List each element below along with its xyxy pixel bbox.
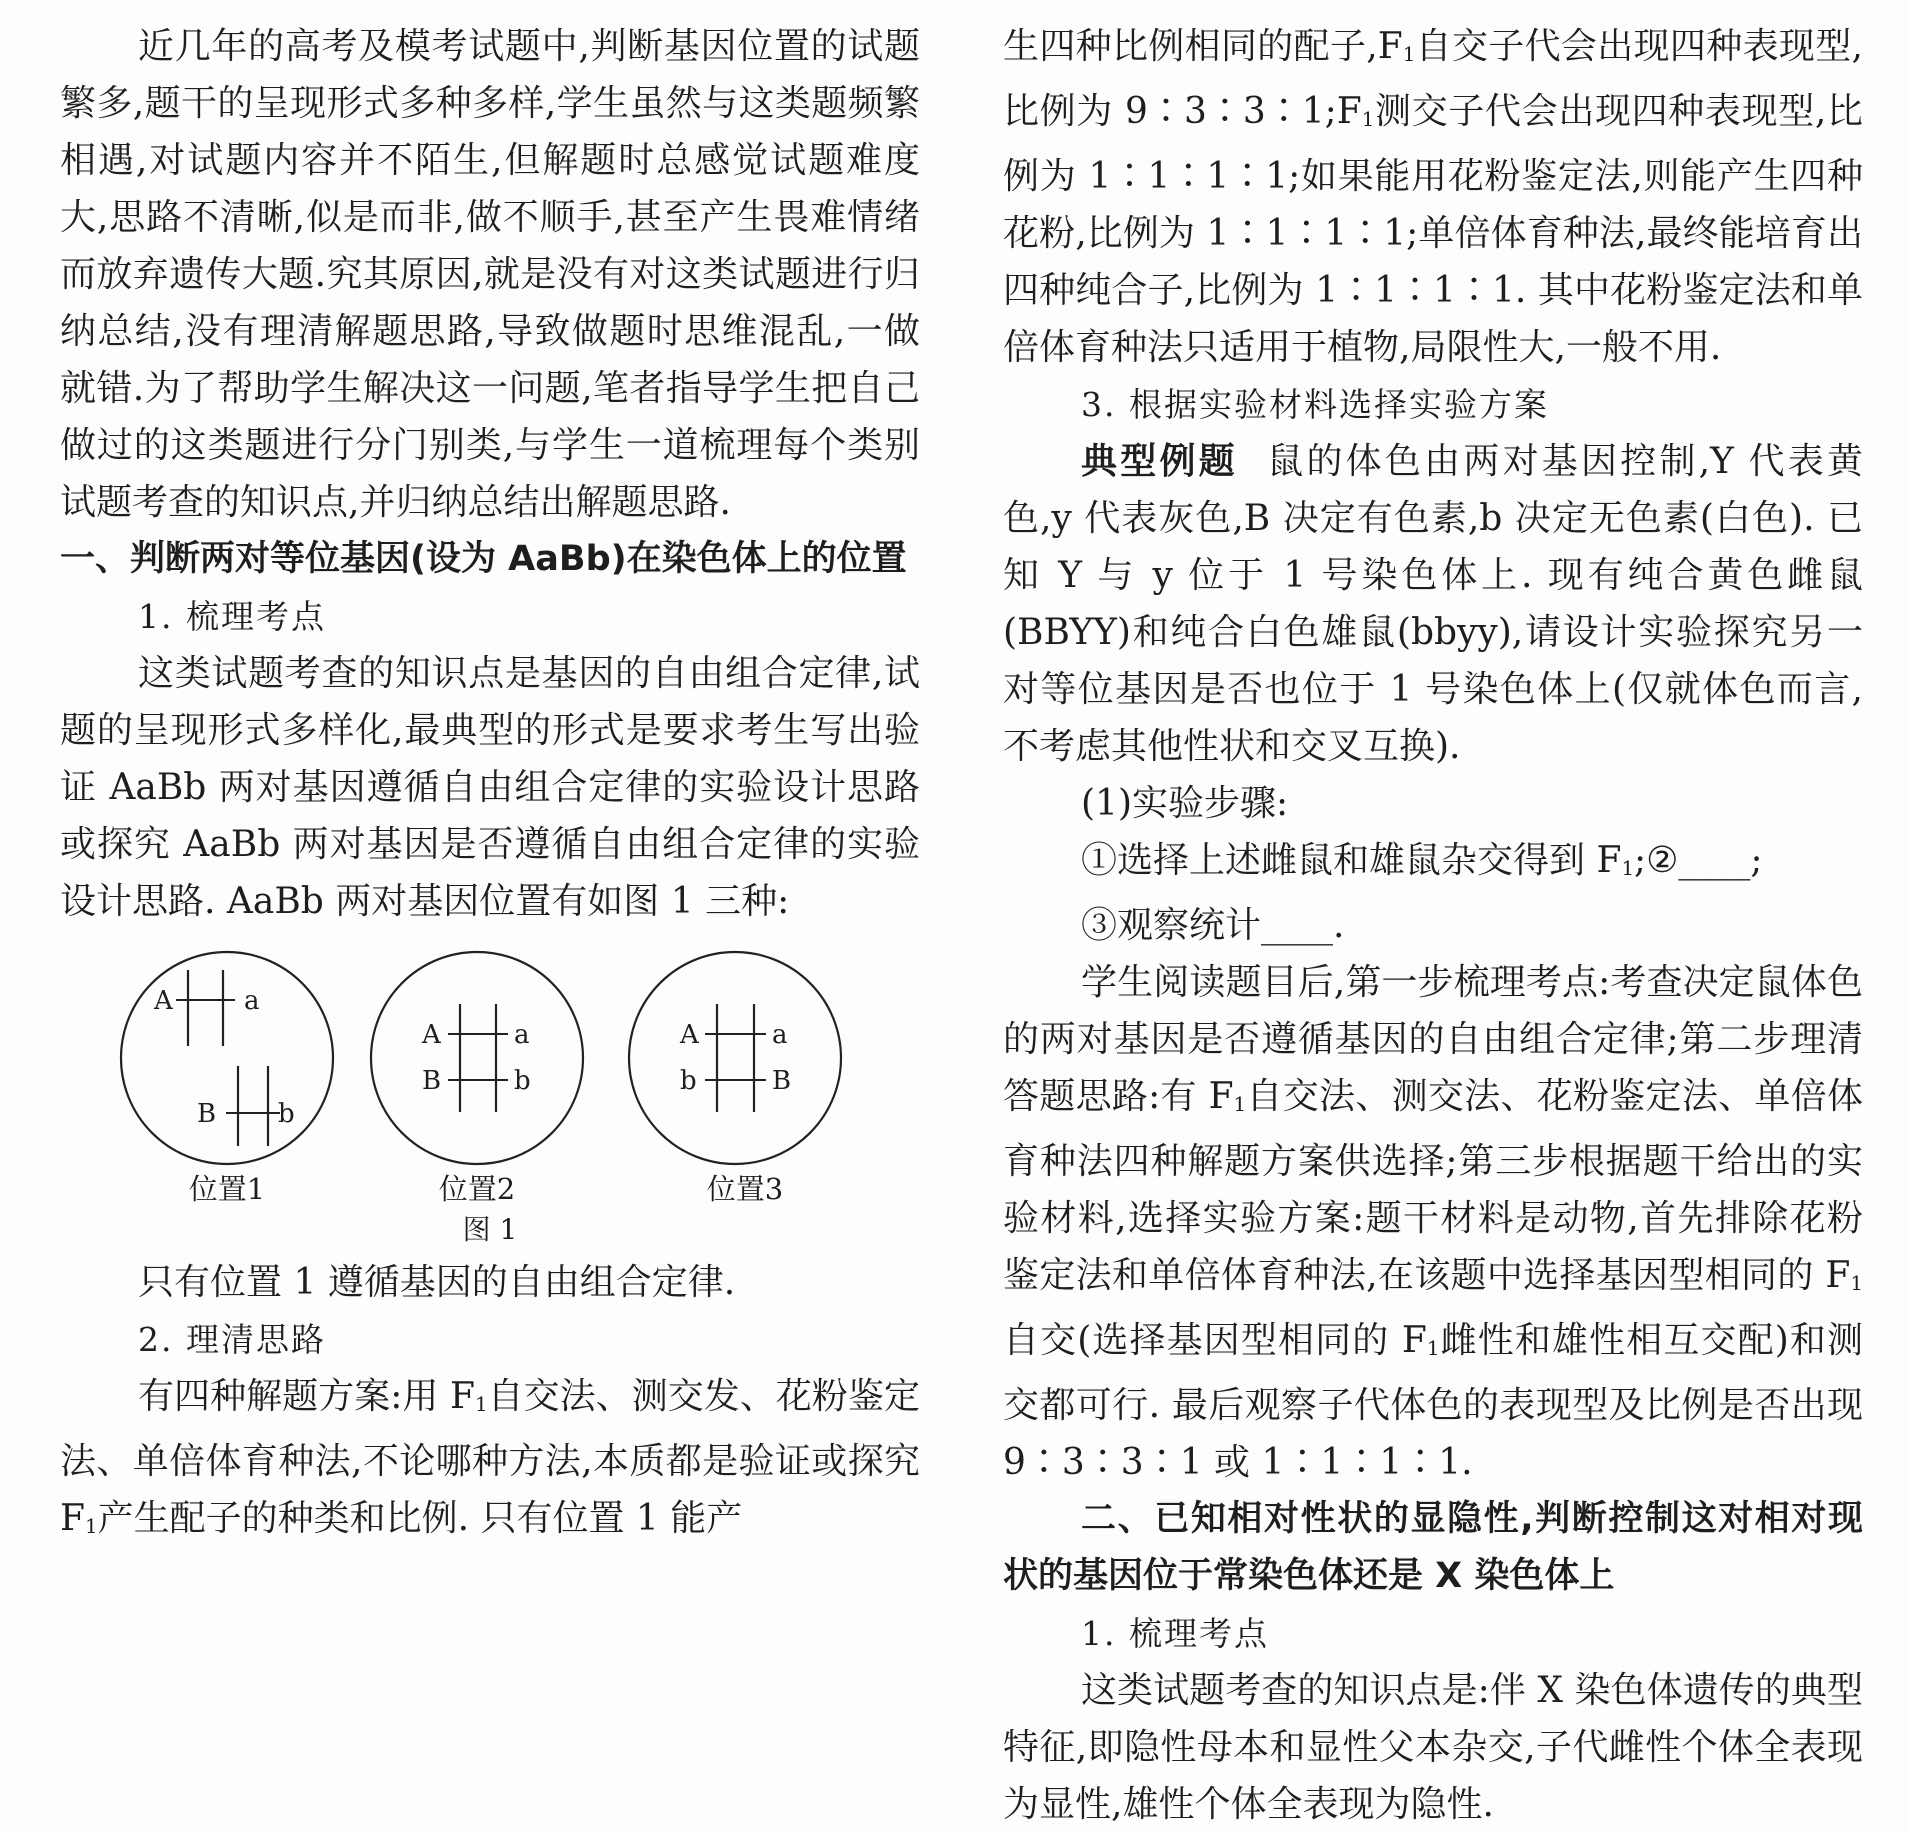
gene-label: b: [680, 1066, 697, 1096]
example-paragraph: 典型例题 鼠的体色由两对基因控制,Y 代表黄色,y 代表灰色,B 决定有色素,b 决定无色素(白色). 已知 Y 与 y 位于 1 号染色体上. 现有纯合黄色雌鼠(BBYY)和纯合白色雄鼠(bbyy),请设计实验探究另一对等位基因是否也位于 1 号染色体上(仅就体色而言,不考虑其他性状和交叉互换).: [1003, 440, 1863, 767]
caption-position-2: 位置2: [438, 1172, 516, 1204]
section-heading-1: 一、判断两对等位基因(设为 AaBb)在染色体上的位置: [60, 539, 907, 579]
cell-position-3: [629, 952, 841, 1164]
gene-label: B: [197, 1099, 217, 1129]
left-column: [60, 18, 920, 1555]
paragraph-continued: 生四种比例相同的配子$,F_1$自交子代会出现四种表现型,比例为 $9∶3∶3∶1;F_1$测交子代会出现四种表现型,比例为 1∶1∶1∶1;如果能用花粉鉴定法,则能产生四种花粉,比例为 1∶1∶1∶1;单倍体育种法,最终能培育出四种纯合子,比例为 1∶1∶1∶1. 其中花粉鉴定法和单倍体育种法只适用于植物,局限性大,一般不用.: [1003, 26, 1863, 368]
step-1: ①选择上述雌鼠和雄鼠杂交得到 $F_1;②\_\_\_\_$;: [1081, 839, 1763, 881]
paragraph-figure-note: 只有位置 1 遵循基因的自由组合定律.: [138, 1262, 736, 1303]
gene-label: B: [422, 1066, 442, 1096]
step-title: (1)实验步骤:: [1081, 782, 1289, 824]
subheading-2-1: 1. 梳理考点: [1081, 1613, 1269, 1653]
caption-position-1: 位置1: [188, 1172, 266, 1204]
gene-label: A: [422, 1020, 441, 1050]
example-label: 典型例题: [1081, 440, 1238, 482]
paragraph-1-1: 这类试题考查的知识点是基因的自由组合定律,试题的呈现形式多样化,最典型的形式是要求考生写出验证 AaBb 两对基因遵循自由组合定律的实验设计思路或探究 AaBb 两对基因是否遵循自由组合定律的实验设计思路. AaBb 两对基因位置有如图 1 三种:: [60, 653, 920, 922]
gene-label: B: [772, 1066, 792, 1096]
cell-position-2: [371, 952, 583, 1164]
subheading-1-3: 3. 根据实验材料选择实验方案: [1081, 384, 1549, 424]
gene-label: b: [514, 1066, 531, 1096]
section-heading-2: 二、已知相对性状的显隐性,判断控制这对相对现状的基因位于常染色体还是 X 染色体上: [1003, 1498, 1863, 1596]
gene-label: b: [278, 1099, 295, 1129]
subheading-1-1: 1. 梳理考点: [138, 597, 326, 636]
step-2: ③观察统计____.: [1081, 904, 1345, 946]
analysis-paragraph: 学生阅读题目后,第一步梳理考点:考查决定鼠体色的两对基因是否遵循基因的自由组合定律;第二步理清答题思路:有 $F_1$自交法、测交法、花粉鉴定法、单倍体育种法四种解题方案供选择;第三步根据题干给出的实验材料,选择实验方案:题干材料是动物,首先排除花粉鉴定法和单倍体育种法,在该题中选择基因型相同的 $F_1$自交(选择基因型相同的 $F_1$雌性和雄性相互交配)和测交都可行. 最后观察子代体色的表现型及比例是否出现 9∶3∶3∶1 或 1∶1∶1∶1.: [1003, 961, 1864, 1483]
gene-label: A: [154, 986, 173, 1016]
right-column: [1003, 18, 1863, 1833]
figure-1: [60, 942, 920, 1204]
intro-paragraph: 近几年的高考及模考试题中,判断基因位置的试题繁多,题干的呈现形式多种多样,学生虽然与这类题频繁相遇,对试题内容并不陌生,但解题时总感觉试题难度大,思路不清晰,似是而非,做不顺手,甚至产生畏难情绪而放弃遗传大题.究其原因,就是没有对这类试题进行归纳总结,没有理清解题思路,导致做题时思维混乱,一做就错.为了帮助学生解决这一问题,笔者指导学生把自己做过的这类题进行分门别类,与学生一道梳理每个类别试题考查的知识点,并归纳总结出解题思路.: [60, 26, 920, 523]
gene-label: a: [772, 1020, 788, 1050]
cell-position-1: [121, 952, 333, 1164]
gene-label: a: [244, 986, 260, 1016]
subheading-1-2: 2. 理清思路: [138, 1320, 326, 1359]
gene-label: A: [680, 1020, 699, 1050]
figure-caption: 图 1: [462, 1213, 518, 1246]
paragraph-2-1: 这类试题考查的知识点是:伴 X 染色体遗传的典型特征,即隐性母本和显性父本杂交,子代雌性个体全表现为显性,雄性个体全表现为隐性.: [1003, 1669, 1863, 1825]
caption-position-3: 位置3: [706, 1172, 784, 1204]
figure-1-drawing: [60, 942, 920, 1204]
paragraph-1-2: 有四种解题方案:用 $F_1$自交法、测交发、花粉鉴定法、单倍体育种法,不论哪种方法,本质都是验证或探究 $F_1$产生配子的种类和比例. 只有位置 1 能产: [60, 1376, 920, 1539]
gene-label: a: [514, 1020, 530, 1050]
